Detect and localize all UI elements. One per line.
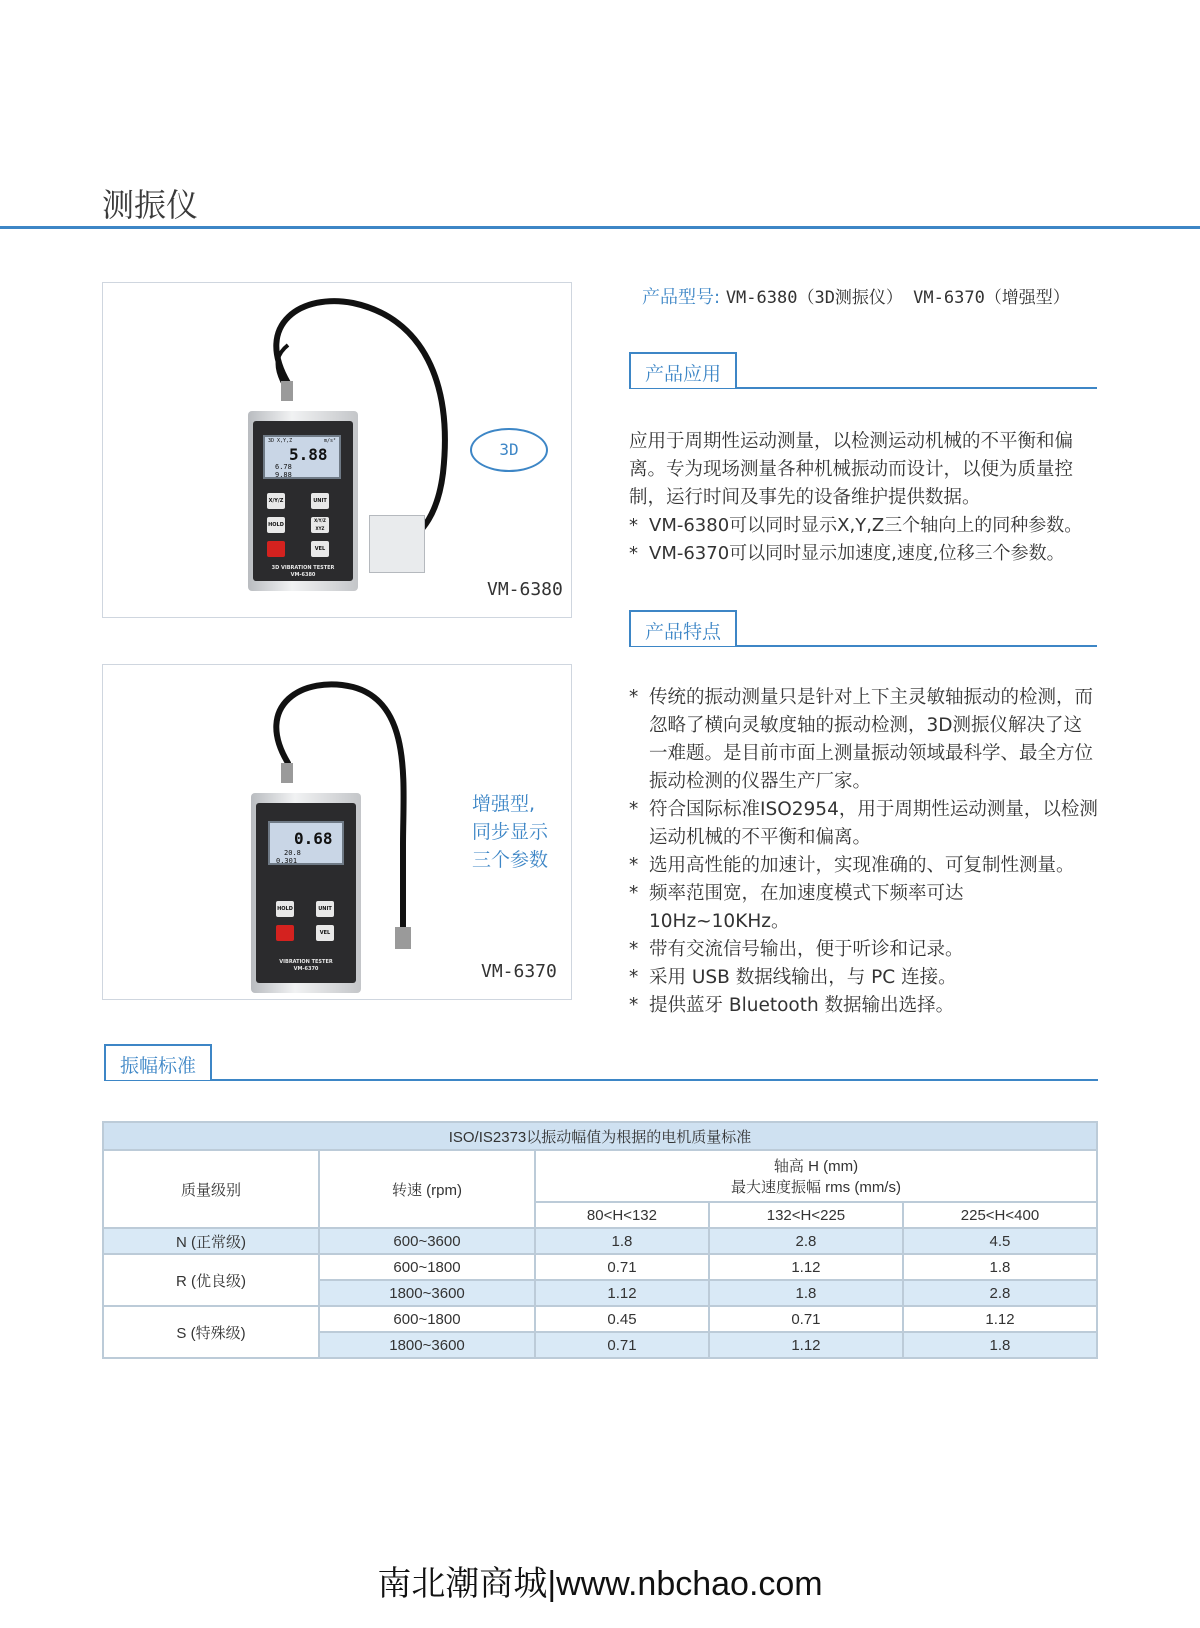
model-caption-vm6380: VM-6380 — [487, 579, 563, 600]
unit-key: UNIT — [316, 901, 334, 917]
list-item: * 提供蓝牙 Bluetooth 数据输出选择。 — [629, 995, 955, 1016]
device-label: 3D VIBRATION TESTER — [271, 565, 335, 571]
xyz-key: X/Y/Z — [267, 493, 285, 509]
table-row — [103, 1254, 1097, 1280]
header-range: 132<H<225 — [709, 1202, 903, 1228]
value-cell: 0.71 — [535, 1332, 709, 1358]
footer-watermark: 南北潮商城|www.nbchao.com — [377, 1565, 823, 1603]
lcd-main-value: 5.88 — [289, 445, 328, 464]
list-item: * 采用 USB 数据线输出，与 PC 连接。 — [629, 967, 957, 988]
vel-key: VEL — [311, 541, 329, 557]
table-caption: ISO/IS2373以振动幅值为根据的电机质量标准 — [103, 1122, 1097, 1150]
vel-key: VEL — [316, 925, 334, 941]
application-bullet: * VM-6370可以同时显示加速度,速度,位移三个参数。 — [629, 543, 1065, 564]
value-cell: 1.12 — [903, 1306, 1097, 1332]
value-cell: 1.12 — [535, 1280, 709, 1306]
table-row — [103, 1306, 1097, 1332]
value-cell: 2.8 — [903, 1280, 1097, 1306]
features-heading: 产品特点 — [629, 610, 737, 646]
application-heading: 产品应用 — [629, 352, 737, 388]
unit-key: UNIT — [311, 493, 329, 509]
vibration-standard-table — [102, 1121, 1098, 1359]
speed-cell: 1800~3600 — [319, 1332, 535, 1358]
lcd-line-2: 20.8 — [284, 849, 301, 857]
device-model: VM-6370 — [293, 966, 319, 972]
lcd-line-2: 6.78 — [275, 463, 292, 471]
lcd-line-3: 0.301 — [276, 857, 298, 865]
model-value: VM-6380（3D测振仪） VM-6370（增强型） — [725, 288, 1070, 308]
note-line: 同步显示 — [472, 821, 549, 843]
value-cell: 1.12 — [709, 1332, 903, 1358]
lcd-unit: m/s² — [323, 438, 336, 444]
header-axis-line: 最大速度振幅 rms (mm/s) — [731, 1179, 901, 1196]
speed-cell: 600~3600 — [319, 1228, 535, 1254]
lcd-main-value: 0.68 — [294, 829, 333, 848]
title-divider — [0, 226, 1200, 229]
list-item: * 符合国际标准ISO2954，用于周期性运动测量，以检测运动机械的不平衡和偏离。 — [629, 799, 1098, 848]
model-label: 产品型号: — [642, 287, 721, 308]
hold-key: HOLD — [267, 517, 285, 533]
list-item: * 频率范围宽，在加速度模式下频率可达10Hz~10KHz。 — [629, 883, 964, 932]
note-line: 增强型, — [472, 793, 536, 815]
value-cell: 4.5 — [903, 1228, 1097, 1254]
value-cell: 1.8 — [903, 1254, 1097, 1280]
header-range: 225<H<400 — [903, 1202, 1097, 1228]
table-row — [103, 1228, 1097, 1254]
value-cell: 0.45 — [535, 1306, 709, 1332]
value-cell: 0.71 — [535, 1254, 709, 1280]
note-line: 三个参数 — [472, 849, 549, 871]
application-body: 应用于周期性运动测量，以检测运动机械的不平衡和偏离。专为现场测量各种机械振动而设计，以便为质量控制，运行时间及事先的设备维护提供数据。 — [629, 431, 1074, 508]
value-cell: 1.8 — [903, 1332, 1097, 1358]
vm6380-lcd — [263, 435, 341, 479]
model-line — [642, 283, 1070, 309]
application-bullet: * VM-6380可以同时显示X,Y,Z三个轴向上的同种参数。 — [629, 515, 1083, 536]
power-key — [276, 925, 294, 941]
device-model: VM-6380 — [290, 572, 316, 578]
value-cell: 2.8 — [709, 1228, 903, 1254]
lcd-mode: 3D X,Y,Z — [268, 438, 293, 444]
value-cell: 0.71 — [709, 1306, 903, 1332]
header-axis-line: 轴高 H (mm) — [773, 1158, 859, 1175]
value-cell: 1.8 — [709, 1280, 903, 1306]
grade-cell: R (优良级) — [103, 1254, 319, 1306]
sensor-block — [369, 515, 425, 573]
page-title: 测振仪 — [102, 186, 199, 224]
list-item: * 带有交流信号输出，便于听诊和记录。 — [629, 939, 964, 960]
power-key — [267, 541, 285, 557]
3d-badge: 3D — [470, 428, 548, 472]
lcd-line-3: 9.88 — [275, 471, 292, 479]
grade-cell: S (特殊级) — [103, 1306, 319, 1358]
value-cell: 1.12 — [709, 1254, 903, 1280]
list-item: * 传统的振动测量只是针对上下主灵敏轴振动的检测，而忽略了横向灵敏度轴的振动检测，3D测振仪解决了这一难题。是目前市面上测量振动领域最科学、最全方位振动检测的仪器生产厂家。 — [629, 687, 1094, 792]
axis-key: X/Y/Z XYZ — [311, 517, 329, 533]
list-item: * 选用高性能的加速计，实现准确的、可复制性测量。 — [629, 855, 1075, 876]
model-caption-vm6370: VM-6370 — [481, 961, 557, 982]
vm6380-device — [248, 411, 358, 591]
device-label: VIBRATION TESTER — [279, 959, 333, 965]
vm6370-device — [251, 793, 361, 993]
header-range: 80<H<132 — [535, 1202, 709, 1228]
hold-key: HOLD — [276, 901, 294, 917]
enhanced-note — [472, 790, 548, 874]
header-speed: 转速 (rpm) — [319, 1150, 535, 1228]
speed-cell: 1800~3600 — [319, 1280, 535, 1306]
grade-cell: N (正常级) — [103, 1228, 319, 1254]
speed-cell: 600~1800 — [319, 1254, 535, 1280]
header-axis — [535, 1150, 1097, 1202]
header-grade: 质量级别 — [103, 1150, 319, 1228]
standard-heading: 振幅标准 — [104, 1044, 212, 1080]
value-cell: 1.8 — [535, 1228, 709, 1254]
standard-rule — [104, 1079, 1098, 1081]
speed-cell: 600~1800 — [319, 1306, 535, 1332]
features-list — [629, 684, 1099, 1020]
vm6370-lcd — [268, 821, 344, 865]
